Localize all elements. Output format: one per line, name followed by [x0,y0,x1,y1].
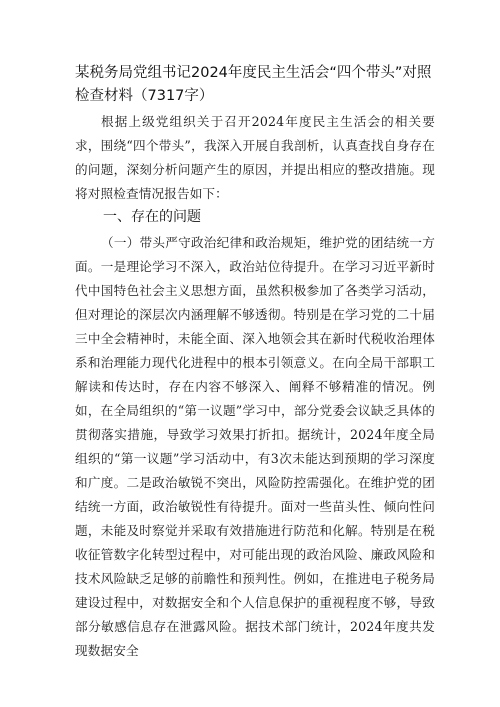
intro-paragraph: 根据上级党组织关于召开2024年度民主生活会的相关要求，围绕“四个带头”，我深入开展自我剖析，认真查找自身存在的问题，深刻分析问题产生的原因，并提出相应的整改措施。现将对照检查情况报告如下： [75,114,435,201]
section-heading: 一、存在的问题 [103,209,201,225]
document-title: 某税务局党组书记2024年度民主生活会“四个带头”对照检查材料（7317字） [75,65,432,104]
section-paragraph: （一）带头严守政治纪律和政治规矩，维护党的团结统一方面。一是理论学习不深入，政治站位待提升。在学习习近平新时代中国特色社会主义思想方面，虽然积极参加了各类学习活动，但对理论的深层次内涵理解不够透彻。特别是在学习党的二十届三中全会精神时，未能全面、深入地领会其在新时代税收治理体系和治理能力现代化进程中的根本引领意义。在向全局干部职工解读和传达时，存在内容不够深入、阐释不够精准的情况。例如，在全局组织的“第一议题”学习中，部分党委会议缺乏具体的贯彻落实措施，导致学习效果打折扣。据统计，2024年度全局组织的“第一议题”学习活动中，有3次未能达到预期的学习深度和广度。二是政治敏锐不突出，风险防控需强化。在维护党的团结统一方面，政治敏锐性有待提升。面对一些苗头性、倾向性问题，未能及时察觉并采取有效措施进行防范和化解。特别是在税收征管数字化转型过程中，对可能出现的政治风险、廉政风险和技术风险缺乏足够的前瞻性和预判性。例如，在推进电子税务局建设过程中，对数据安全和个人信息保护的重视程度不够，导致部分敏感信息存在泄露风险。据技术部门统计，2024年度共发现数据安全 [75,235,435,658]
